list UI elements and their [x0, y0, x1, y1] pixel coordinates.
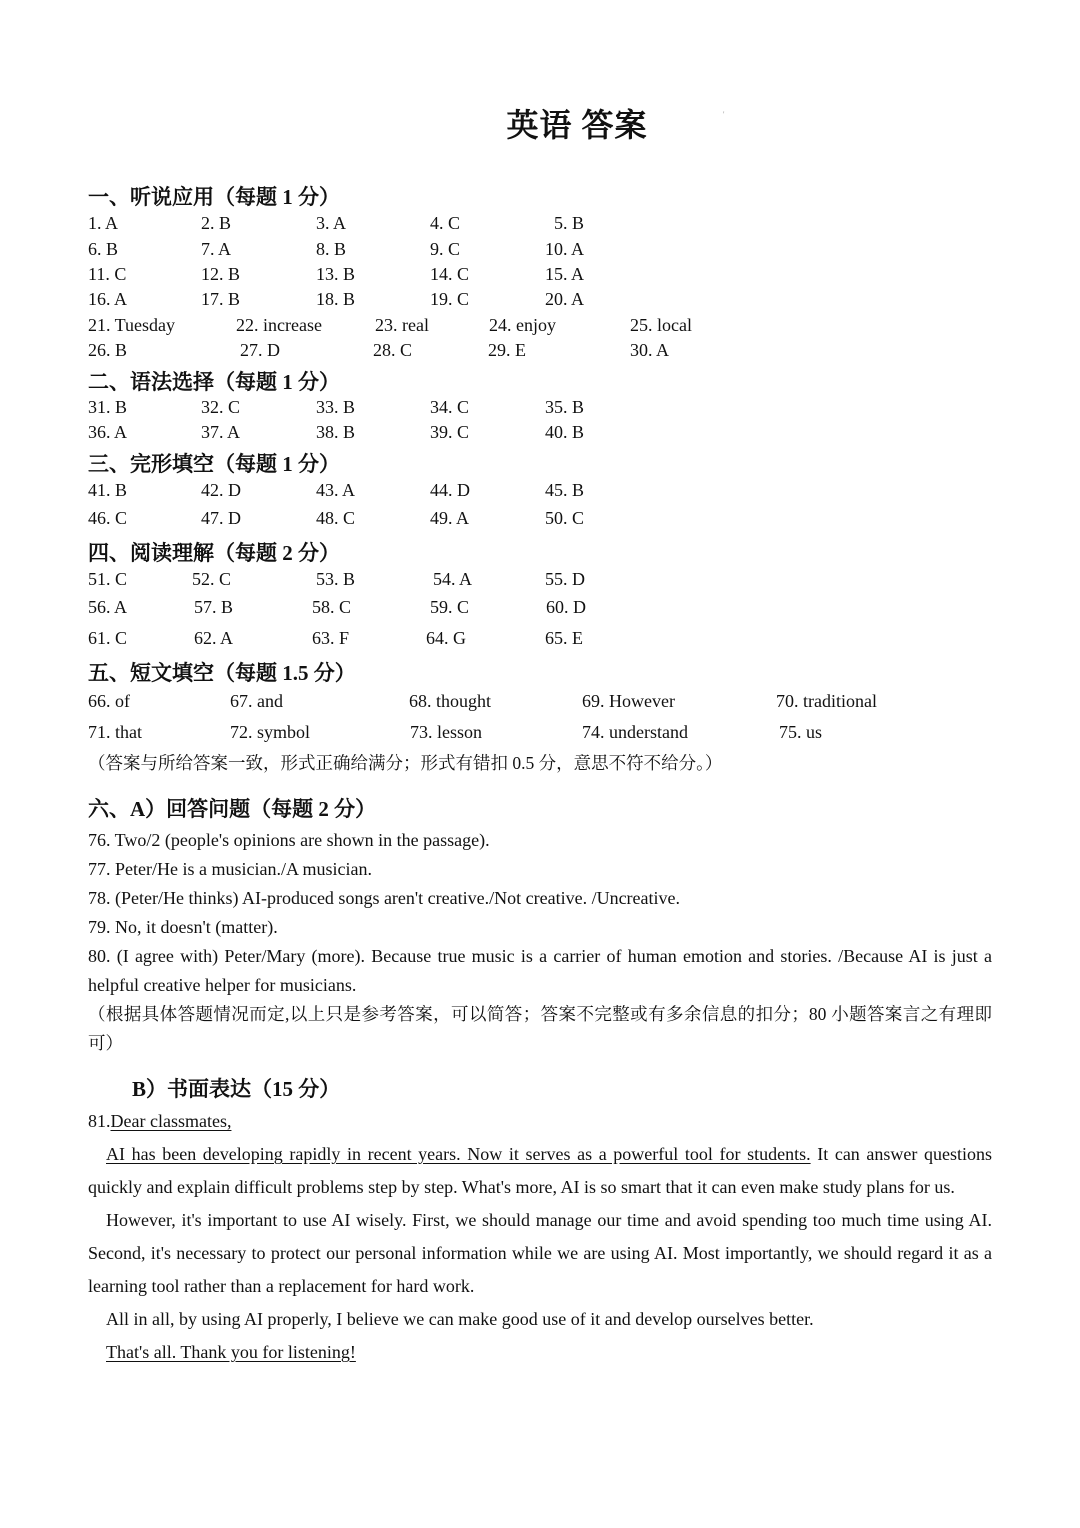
answer-cell: 24. enjoy [489, 315, 556, 335]
answer-row [0, 691, 1080, 715]
answer-cell: 67. and [230, 691, 283, 711]
answer-cell: 30. A [630, 340, 670, 360]
answer-cell: 28. C [373, 340, 413, 360]
answer-cell: 54. A [433, 569, 473, 589]
answer-cell: 22. increase [236, 315, 322, 335]
answer-cell: 42. D [201, 480, 241, 500]
answer-cell: 58. C [312, 597, 352, 617]
answer-cell: 74. understand [582, 722, 688, 742]
answer-row [0, 508, 1080, 532]
essay-paragraph: All in all, by using AI properly, I believe we can make good use of it and develop ourselves better. [106, 1309, 814, 1329]
answer-cell: 37. A [201, 422, 241, 442]
answer-cell: 51. C [88, 569, 128, 589]
answer-79: 79. No, it doesn't (matter). [88, 917, 278, 937]
answer-cell: 9. C [430, 239, 461, 259]
answer-cell: 12. B [201, 264, 241, 284]
essay-closing: That's all. Thank you for listening! [106, 1342, 356, 1362]
answer-cell: 71. that [88, 722, 142, 742]
answer-cell: 40. B [545, 422, 585, 442]
answer-cell: 50. C [545, 508, 585, 528]
answer-cell: 17. B [201, 289, 241, 309]
answer-cell: 66. of [88, 691, 130, 711]
answer-cell: 5. B [554, 213, 585, 233]
answer-cell: 7. A [201, 239, 232, 259]
answer-row [0, 213, 1080, 237]
section-heading-cloze: 三、完形填空（每题 1 分） [88, 452, 340, 476]
answer-cell: 33. B [316, 397, 356, 417]
answer-cell: 70. traditional [776, 691, 877, 711]
essay-number: 81. [88, 1111, 111, 1131]
section-heading-grammar: 二、语法选择（每题 1 分） [88, 370, 340, 394]
answer-row [0, 289, 1080, 313]
answer-cell: 21. Tuesday [88, 315, 176, 335]
answer-cell: 64. G [426, 628, 466, 648]
answer-cell: 53. B [316, 569, 356, 589]
answer-row [0, 239, 1080, 263]
answer-cell: 11. C [88, 264, 127, 284]
section-heading-fill-in: 五、短文填空（每题 1.5 分） [88, 661, 356, 685]
answer-row [0, 597, 1080, 621]
answer-cell: 10. A [545, 239, 585, 259]
answer-cell: 72. symbol [230, 722, 311, 742]
answer-cell: 75. us [779, 722, 823, 742]
answer-row [0, 422, 1080, 446]
answer-cell: 68. thought [409, 691, 492, 711]
answer-row [0, 315, 1080, 339]
answer-cell: 52. C [192, 569, 232, 589]
answer-cell: 15. A [545, 264, 585, 284]
answer-cell: 69. However [582, 691, 675, 711]
answer-cell: 20. A [545, 289, 585, 309]
essay-underlined-text: AI has been developing rapidly in recent years. Now it serves as a powerful tool for students. [106, 1144, 811, 1164]
answer-cell: 36. A [88, 422, 128, 442]
answer-cell: 57. B [194, 597, 234, 617]
answer-cell: 59. C [430, 597, 470, 617]
answer-cell: 46. C [88, 508, 128, 528]
essay-greeting-line [88, 1106, 992, 1136]
answer-cell: 43. A [316, 480, 356, 500]
answer-cell: 48. C [316, 508, 356, 528]
answer-cell: 38. B [316, 422, 356, 442]
essay-paragraph: However, it's important to use AI wisely. First, we should manage our time and avoid spending too much time using AI. Second, it's necessary to protect our personal information while we are using AI. Most importantly, we should regard it as a learning tool rather than a replacement for hard work. [88, 1210, 992, 1296]
answer-cell: 35. B [545, 397, 585, 417]
scoring-note: （答案与所给答案一致，形式正确给满分；形式有错扣 0.5 分，意思不符不给分。） [88, 753, 723, 773]
answer-cell: 1. A [88, 213, 119, 233]
scoring-note: （根据具体答题情况而定,以上只是参考答案，可以简答；答案不完整或有多余信息的扣分；80 小题答案言之有理即可） [88, 1004, 992, 1053]
answer-row [0, 340, 1080, 364]
section-heading-writing: B）书面表达（15 分） [132, 1077, 341, 1101]
answer-cell: 27. D [240, 340, 280, 360]
section-heading-reading: 四、阅读理解（每题 2 分） [88, 541, 340, 565]
answer-cell: 41. B [88, 480, 128, 500]
answer-cell: 23. real [375, 315, 429, 335]
answer-cell: 6. B [88, 239, 119, 259]
answer-cell: 45. B [545, 480, 585, 500]
answer-80: 80. (I agree with) Peter/Mary (more). Because true music is a carrier of human emotion and stories. /Because AI is just a helpful creative helper for musicians. [88, 946, 992, 995]
answer-cell: 13. B [316, 264, 356, 284]
answer-row [0, 264, 1080, 288]
answer-cell: 55. D [545, 569, 585, 589]
answer-cell: 61. C [88, 628, 128, 648]
section-heading-listening: 一、听说应用（每题 1 分） [88, 185, 340, 209]
answer-cell: 31. B [88, 397, 128, 417]
answer-cell: 60. D [546, 597, 586, 617]
stray-mark: ' [723, 110, 725, 119]
answer-cell: 65. E [545, 628, 583, 648]
answer-cell: 56. A [88, 597, 128, 617]
answer-cell: 73. lesson [410, 722, 482, 742]
answer-cell: 44. D [430, 480, 470, 500]
answer-cell: 26. B [88, 340, 128, 360]
answer-cell: 32. C [201, 397, 241, 417]
answer-cell: 18. B [316, 289, 356, 309]
essay-paragraph [88, 1138, 992, 1204]
answer-cell: 63. F [312, 628, 350, 648]
answer-row [0, 628, 1080, 652]
answer-cell: 4. C [430, 213, 461, 233]
answer-cell: 3. A [316, 213, 347, 233]
essay-closing-line [88, 1336, 992, 1369]
essay-body [88, 1138, 992, 1369]
answer-list [88, 826, 992, 1058]
answer-cell: 8. B [316, 239, 347, 259]
answer-76: 76. Two/2 (people's opinions are shown in the passage). [88, 830, 490, 850]
answer-cell: 47. D [201, 508, 241, 528]
answer-cell: 19. C [430, 289, 470, 309]
section-heading-questions: 六、A）回答问题（每题 2 分） [88, 797, 377, 821]
page-title: 英语 答案 [506, 107, 648, 143]
answer-78: 78. (Peter/He thinks) AI-produced songs aren't creative./Not creative. /Uncreative. [88, 888, 681, 908]
answer-row [0, 480, 1080, 504]
answer-cell: 39. C [430, 422, 470, 442]
answer-cell: 49. A [430, 508, 470, 528]
answer-cell: 2. B [201, 213, 232, 233]
answer-cell: 16. A [88, 289, 128, 309]
essay-text: It can answer questions quickly and explain difficult problems step by step. What's more, AI is so smart that it can even make study plans for us. [88, 1144, 993, 1197]
essay-greeting: Dear classmates, [110, 1111, 232, 1131]
answer-77: 77. Peter/He is a musician./A musician. [88, 859, 372, 879]
answer-cell: 29. E [488, 340, 526, 360]
answer-cell: 34. C [430, 397, 470, 417]
answer-cell: 14. C [430, 264, 470, 284]
answer-cell: 25. local [630, 315, 692, 335]
answer-row [0, 397, 1080, 421]
answer-cell: 62. A [194, 628, 234, 648]
answer-row [0, 722, 1080, 746]
answer-row [0, 569, 1080, 593]
